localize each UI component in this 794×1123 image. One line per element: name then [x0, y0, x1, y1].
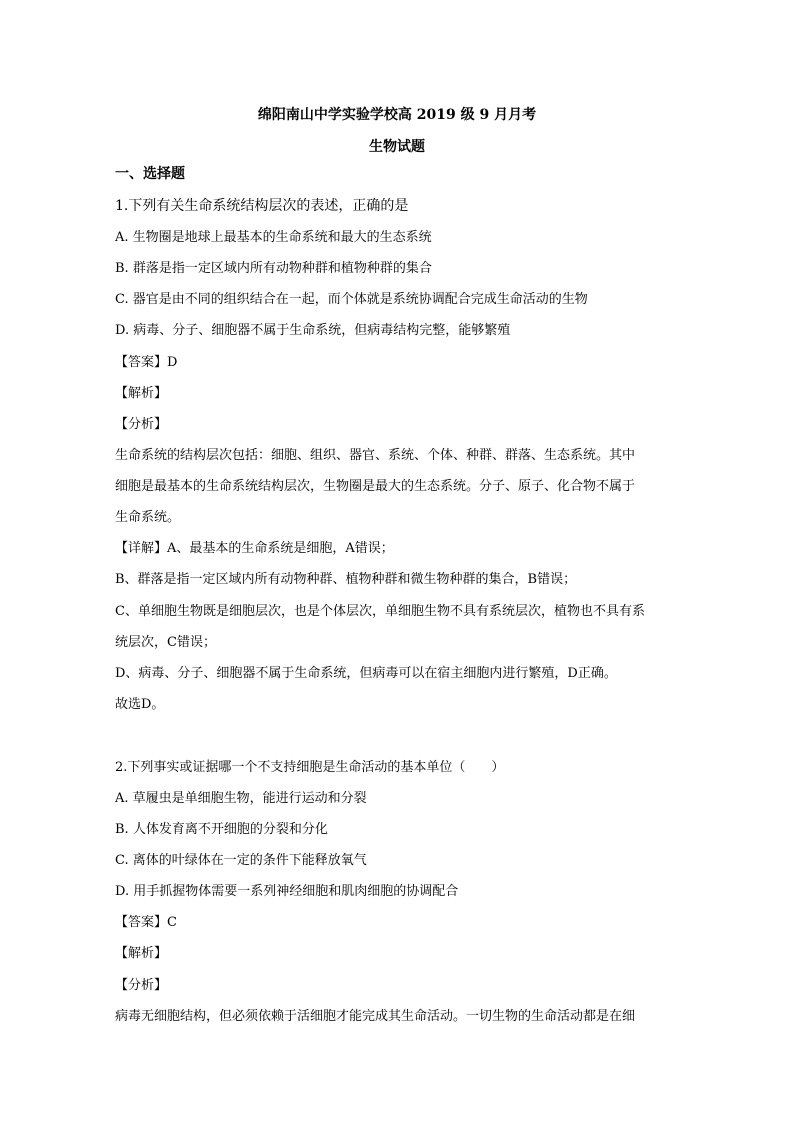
analysis-label: 【分析】 — [115, 978, 168, 993]
explain-label: 【解析】 — [115, 386, 168, 401]
option-d: D. 病毒、分子、细胞器不属于生命系统，但病毒结构完整，能够繁殖 — [115, 323, 511, 338]
analysis-text-line: 细胞是最基本的生命系统结构层次，生物圈是最大的生态系统。分子、原子、化合物不属于 — [115, 479, 636, 494]
option-a: A. 生物圈是地球上最基本的生命系统和最大的生态系统 — [115, 230, 432, 245]
option-a: A. 草履虫是单细胞生物，能进行运动和分裂 — [115, 791, 367, 806]
option-d: D. 用手抓握物体需要一系列神经细胞和肌肉细胞的协调配合 — [115, 884, 459, 899]
explain-label: 【解析】 — [115, 946, 168, 961]
detail-text-line: B、群落是指一定区域内所有动物种群、植物种群和微生物种群的集合，B错误； — [115, 572, 577, 587]
document-title: 绵阳南山中学实验学校高 2019 级 9 月月考 — [257, 107, 537, 123]
option-b: B. 人体发育离不开细胞的分裂和分化 — [115, 822, 328, 837]
analysis-text-line: 生命系统的结构层次包括：细胞、组织、器官、系统、个体、种群、群落、生态系统。其中 — [115, 448, 636, 463]
analysis-label: 【分析】 — [115, 417, 168, 432]
detail-text-line: D、病毒、分子、细胞器不属于生命系统，但病毒可以在宿主细胞内进行繁殖，D正确。 — [115, 666, 617, 681]
option-c: C. 离体的叶绿体在一定的条件下能释放氧气 — [115, 853, 367, 868]
question-stem: 1.下列有关生命系统结构层次的表述，正确的是 — [115, 198, 409, 214]
answer-label: 【答案】D — [115, 355, 178, 370]
detail-text-line: 【详解】A、最基本的生命系统是细胞，A错误； — [115, 541, 394, 556]
question-stem: 2.下列事实或证据哪一个不支持细胞是生命活动的基本单位（ ） — [115, 760, 505, 775]
detail-text-line: 故选D。 — [115, 697, 165, 712]
analysis-text-line: 病毒无细胞结构，但必须依赖于活细胞才能完成其生命活动。一切生物的生命活动都是在细 — [115, 1009, 636, 1024]
option-c: C. 器官是由不同的组织结合在一起，而个体就是系统协调配合完成生命活动的生物 — [115, 292, 588, 307]
document-subtitle: 生物试题 — [369, 139, 425, 155]
option-b: B. 群落是指一定区域内所有动物种群和植物种群的集合 — [115, 261, 432, 276]
analysis-text-line: 生命系统。 — [115, 510, 181, 525]
section-heading: 一、选择题 — [115, 166, 185, 182]
answer-label: 【答案】C — [115, 915, 177, 930]
detail-text-line: 统层次，C错误； — [115, 635, 216, 650]
detail-text-line: C、单细胞生物既是细胞层次，也是个体层次，单细胞生物不具有系统层次，植物也不具有系 — [115, 604, 645, 619]
